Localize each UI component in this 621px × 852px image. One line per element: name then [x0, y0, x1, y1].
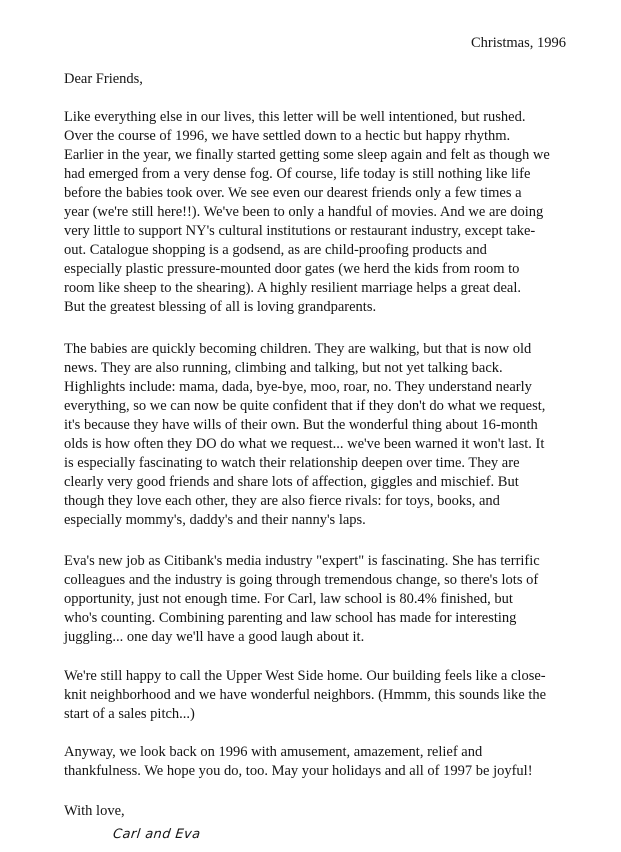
text-line: who's counting. Combining parenting and law school has made for interesting [64, 610, 517, 626]
text-line: But the greatest blessing of all is loving grandparents. [64, 299, 377, 315]
text-line: start of a sales pitch...) [64, 706, 195, 722]
text-line: had emerged from a very dense fog. Of course, life today is still nothing like life [64, 166, 531, 182]
text-line: before the babies took over. We see even our dearest friends only a few times a [64, 185, 522, 201]
paragraph-3 [64, 552, 584, 647]
text-line: though they love each other, they are also fierce rivals: for toys, books, and [64, 493, 500, 509]
text-line: Highlights include: mama, dada, bye-bye, moo, roar, no. They understand nearly [64, 379, 532, 395]
text-line: The babies are quickly becoming children. They are walking, but that is now old [64, 341, 532, 357]
text-line: especially mommy's, daddy's and their nanny's laps. [64, 512, 366, 528]
signature: Carl and Eva [112, 827, 202, 842]
text-line: We're still happy to call the Upper West Side home. Our building feels like a close- [64, 668, 546, 684]
text-line: news. They are also running, climbing and talking, but not yet talking back. [64, 360, 503, 376]
text-line: very little to support NY's cultural institutions or restaurant industry, except take- [64, 223, 536, 239]
paragraph-2 [64, 340, 584, 530]
text-line: it's because they have wills of their own. But the wonderful thing about 16-month [64, 417, 538, 433]
text-line: juggling... one day we'll have a good laugh about it. [64, 629, 365, 645]
text-line: room like sheep to the shearing). A highly resilient marriage helps a great deal. [64, 280, 522, 296]
text-line: Earlier in the year, we finally started getting some sleep again and felt as though we [64, 147, 550, 163]
text-line: thankfulness. We hope you do, too. May your holidays and all of 1997 be joyful! [64, 763, 533, 779]
text-line: Anyway, we look back on 1996 with amusement, amazement, relief and [64, 744, 483, 760]
text-line: Like everything else in our lives, this letter will be well intentioned, but rushed. [64, 109, 526, 125]
text-line: Over the course of 1996, we have settled down to a hectic but happy rhythm. [64, 128, 511, 144]
paragraph-4 [64, 667, 584, 724]
paragraph-1 [64, 108, 584, 317]
letter-date: Christmas, 1996 [470, 35, 566, 51]
closing: With love, [64, 803, 125, 819]
text-line: knit neighborhood and we have wonderful neighbors. (Hmmm, this sounds like the [64, 687, 547, 703]
text-line: olds is how often they DO do what we request... we've been warned it won't last. It [64, 436, 545, 452]
text-line: especially plastic pressure-mounted door gates (we herd the kids from room to [64, 261, 520, 277]
text-line: opportunity, just not enough time. For Carl, law school is 80.4% finished, but [64, 591, 513, 607]
text-line: is especially fascinating to watch their relationship deepen over time. They are [64, 455, 520, 471]
text-line: clearly very good friends and share lots of affection, giggles and mischief. But [64, 474, 519, 490]
paragraph-5 [64, 743, 584, 781]
text-line: year (we're still here!!). We've been to only a handful of movies. And we are doing [64, 204, 544, 220]
salutation: Dear Friends, [64, 71, 143, 87]
text-line: out. Catalogue shopping is a godsend, as are child-proofing products and [64, 242, 487, 258]
text-line: Eva's new job as Citibank's media industry "expert" is fascinating. She has terrific [64, 553, 540, 569]
text-line: colleagues and the industry is going through tremendous change, so there's lots of [64, 572, 539, 588]
text-line: everything, so we can now be quite confident that if they don't do what we request, [64, 398, 546, 414]
